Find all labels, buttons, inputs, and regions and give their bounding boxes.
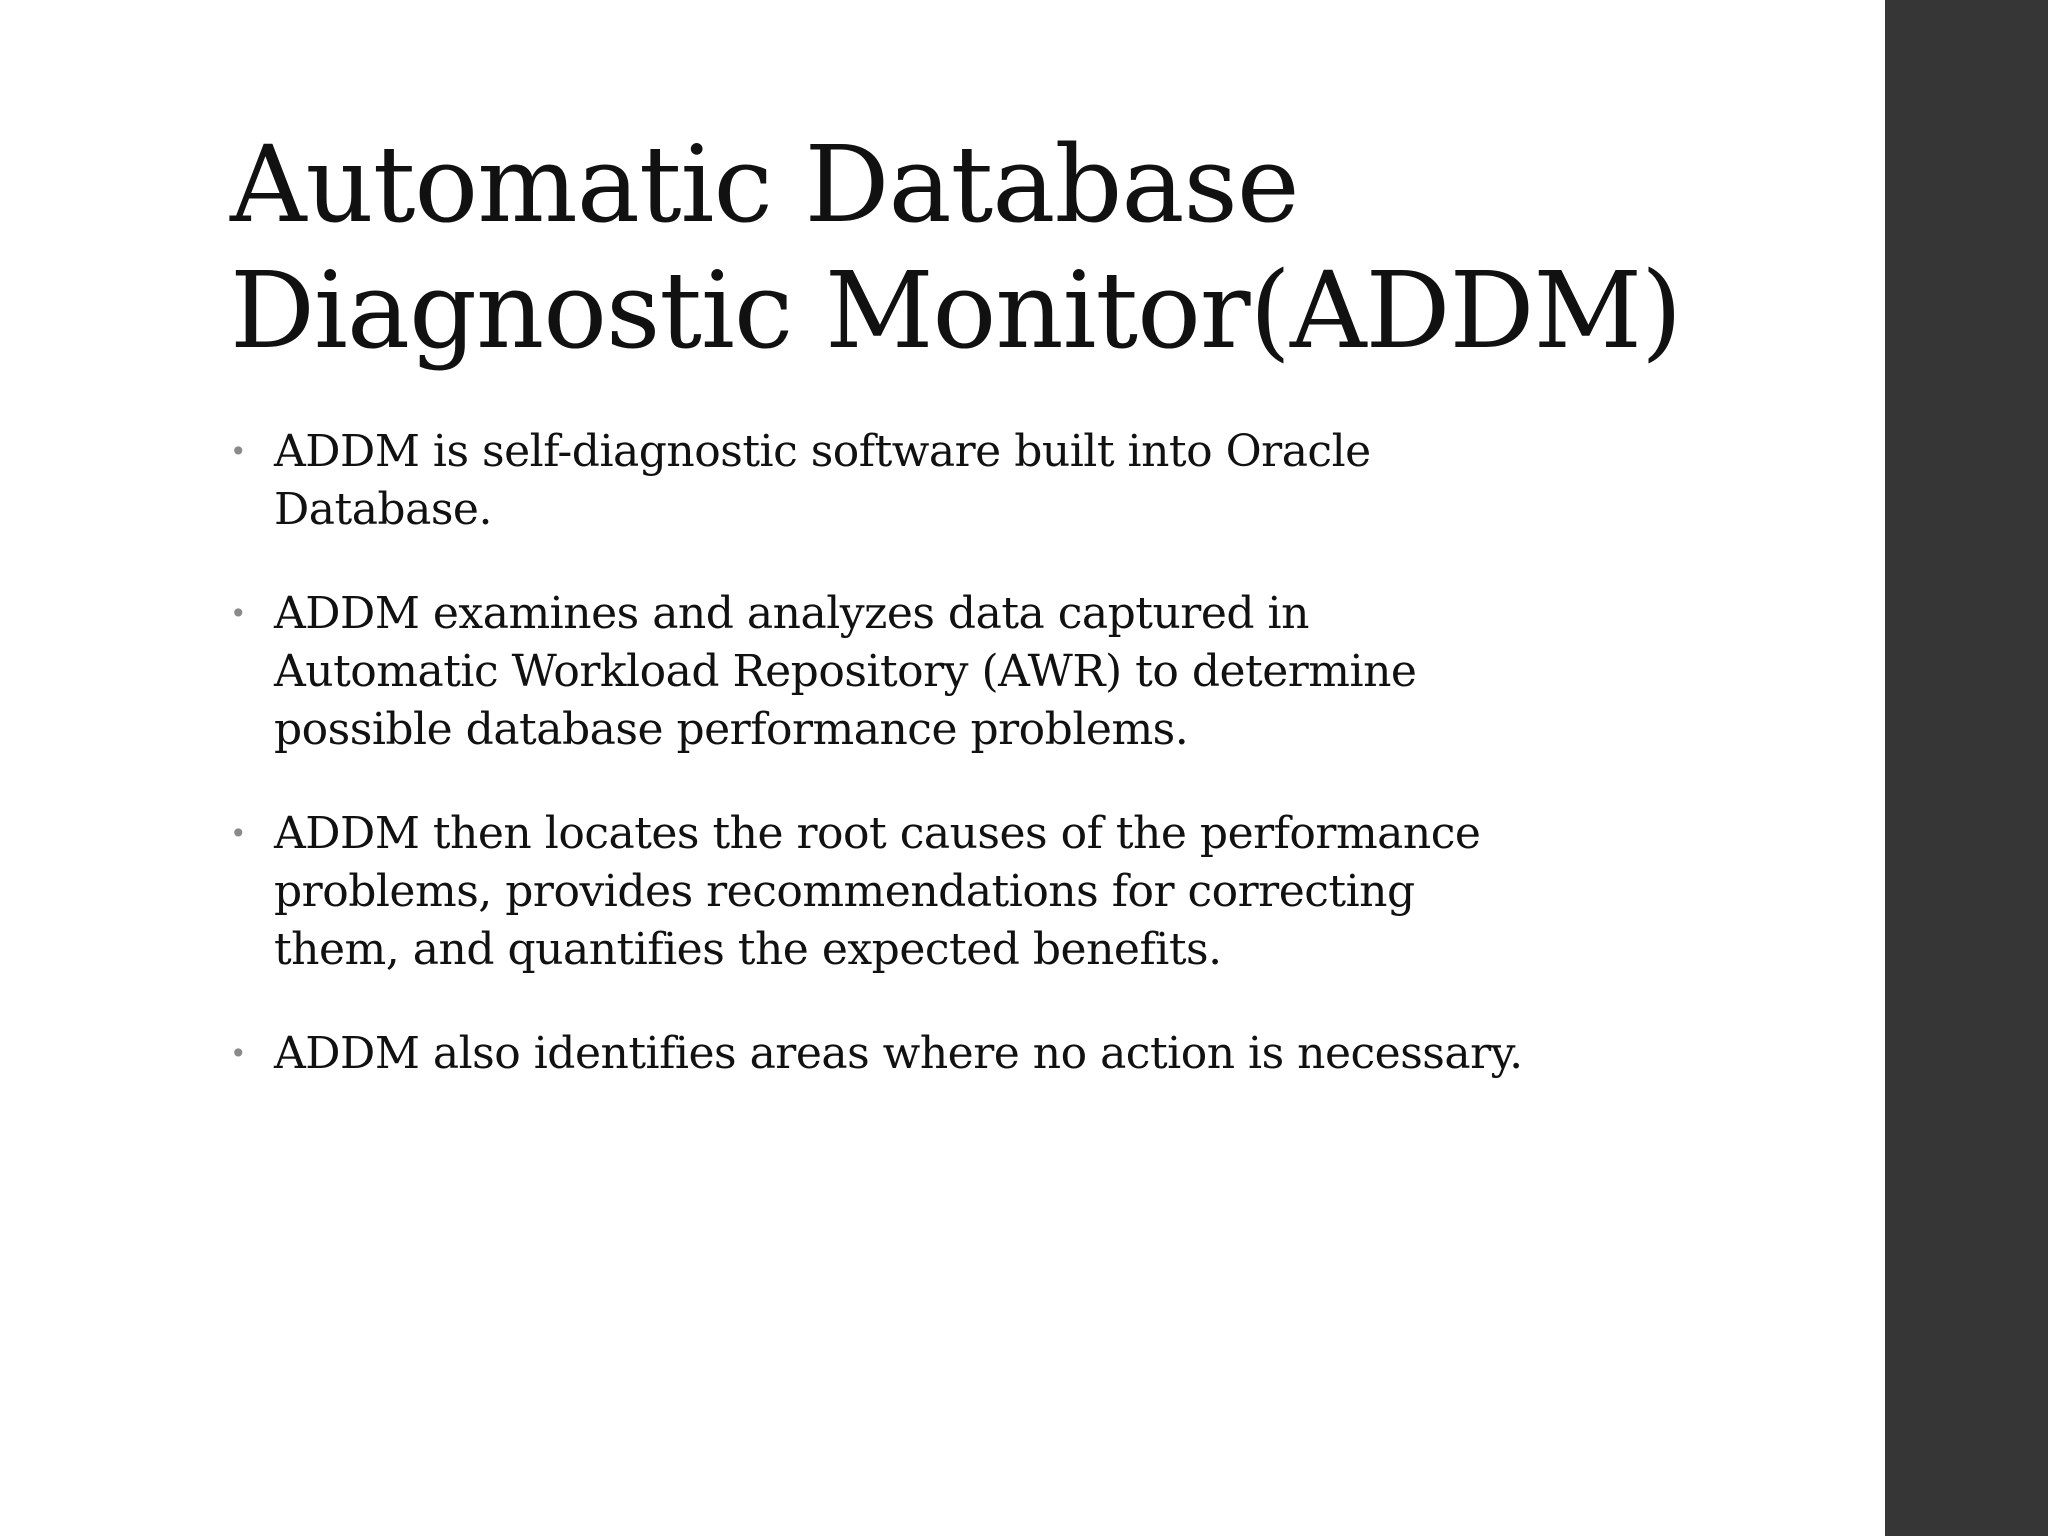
bullet-line: problems, provides recommendations for correcting <box>274 866 1415 917</box>
bullet-line: them, and quantifies the expected benefits. <box>274 924 1222 975</box>
bullet-list <box>230 423 1730 1129</box>
slide-title-line: Diagnostic Monitor(ADDM) <box>230 249 1682 373</box>
bullet-dot-icon: • <box>230 597 247 630</box>
bullet-text <box>274 585 1730 759</box>
bullet-item <box>230 585 1730 759</box>
bullet-text <box>274 423 1730 539</box>
side-decorative-bar <box>1885 0 2048 1536</box>
bullet-text <box>274 1025 1730 1083</box>
bullet-line: ADDM also identifies areas where no action is necessary. <box>274 1028 1523 1079</box>
bullet-item <box>230 423 1730 539</box>
bullet-line: ADDM then locates the root causes of the performance <box>274 808 1481 859</box>
slide-title <box>230 122 1830 374</box>
bullet-line: Automatic Workload Repository (AWR) to determine <box>274 646 1417 697</box>
slide-title-line: Automatic Database <box>230 123 1299 246</box>
bullet-line: Database. <box>274 484 492 535</box>
bullet-line: ADDM examines and analyzes data captured in <box>274 588 1309 639</box>
bullet-dot-icon: • <box>230 817 247 850</box>
bullet-dot-icon: • <box>230 1037 247 1070</box>
bullet-item <box>230 805 1730 979</box>
bullet-dot-icon: • <box>230 435 247 468</box>
bullet-item <box>230 1025 1730 1083</box>
bullet-line: possible database performance problems. <box>274 704 1189 755</box>
bullet-line: ADDM is self-diagnostic software built into Oracle <box>274 426 1371 477</box>
bullet-text <box>274 805 1730 979</box>
